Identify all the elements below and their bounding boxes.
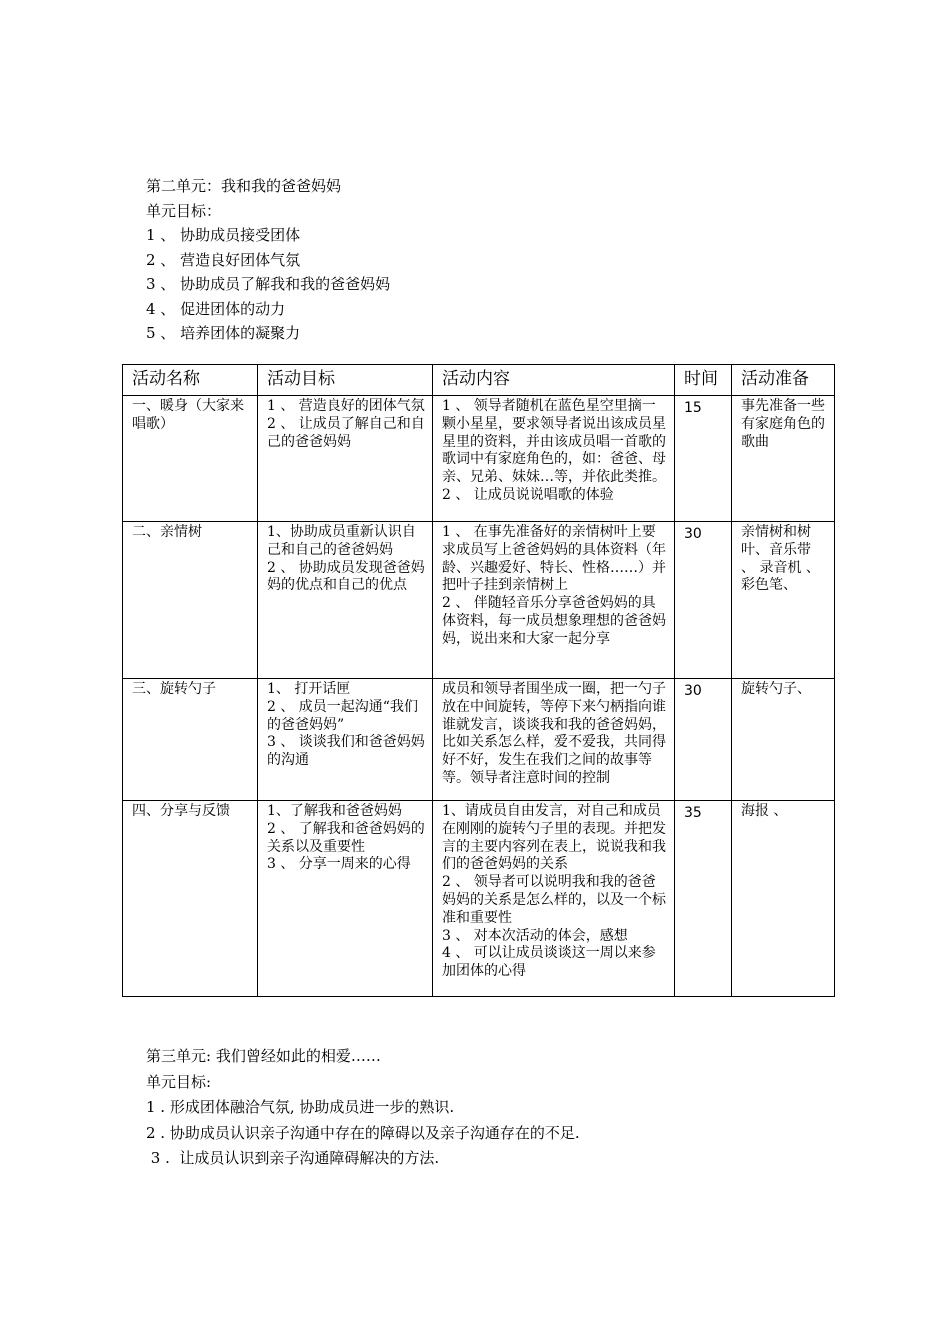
goal-line: 1、协助成员重新认识自己和自己的爸爸妈妈 <box>267 524 416 558</box>
activity-content-cell <box>433 522 675 679</box>
goal-line: 1、了解我和爸爸妈妈 <box>267 803 402 819</box>
activity-plan-table <box>122 364 835 997</box>
table-row <box>123 801 835 997</box>
preparation-cell: 亲情树和树叶、音乐带 、 录音机 、 彩色笔、 <box>732 522 835 679</box>
header-time: 时间 <box>675 365 732 396</box>
unit-two-goal: 4 、 促进团体的动力 <box>146 299 286 318</box>
goal-line: 3 、 分享一周来的心得 <box>267 856 411 873</box>
unit-three-title: 第三单元: 我们曾经如此的相爱…… <box>146 1047 381 1065</box>
goal-line: 1 、 营造良好的团体气氛 <box>267 398 425 414</box>
preparation-cell: 旋转勺子、 <box>732 679 835 801</box>
unit-three-section <box>146 1044 580 1172</box>
content-line: 成员和领导者围坐成一圈，把一勺子放在中间旋转，等停下来勺柄指向谁谁就发言，谈谈我和我的爸爸妈妈，比如关系怎么样，爱不爱我，共同得好不好，发生在我们之间的故事等等。领导者注意时间的控制 <box>442 681 666 786</box>
unit-two-goal: 2 、 营造良好团体气氛 <box>146 250 301 269</box>
activity-name-cell: 四、分享与反馈 <box>123 801 258 997</box>
table-row <box>123 396 835 522</box>
activity-goal-cell <box>258 522 433 679</box>
unit-two-goal-label: 单元目标： <box>146 201 222 220</box>
content-line: 2 、 让成员说说唱歌的体验 <box>442 486 614 503</box>
goal-line: 1、 打开话匣 <box>267 681 351 697</box>
unit-three-goal: 1 . 形成团体融洽气氛, 协助成员进一步的熟识. <box>146 1098 455 1116</box>
time-cell: 30 <box>675 522 732 679</box>
table-row <box>123 679 835 801</box>
unit-three-goal: 3 . 让成员认识到亲子沟通障碍解决的方法. <box>146 1149 440 1167</box>
unit-two-goal: 5 、 培养团体的凝聚力 <box>146 324 301 342</box>
goal-line: 2 、 协助成员发现爸爸妈妈的优点和自己的优点 <box>267 559 425 594</box>
unit-two-goal: 3 、 协助成员了解我和我的爸爸妈妈 <box>146 275 391 293</box>
activity-goal-cell <box>258 396 433 522</box>
time-cell: 30 <box>675 679 732 801</box>
table-row <box>123 522 835 679</box>
activity-name-cell: 三、旋转勺子 <box>123 679 258 801</box>
activity-name-cell: 一、暖身（大家来唱歌） <box>123 396 258 522</box>
activity-content-cell <box>433 801 675 997</box>
content-line: 1 、 领导者随机在蓝色星空里摘一颗小星星，要求领导者说出该成员星星里的资料，并由该成员唱一首歌的歌词中有家庭角色的，如：爸爸、母亲、兄弟、妹妹…等，并依此类推。 <box>442 398 666 486</box>
unit-two-title: 第二单元：我和我的爸爸妈妈 <box>146 177 342 195</box>
content-line: 3 、 对本次活动的体会，感想 <box>442 927 628 944</box>
unit-two-section <box>146 174 390 346</box>
preparation-cell: 海报 、 <box>732 801 835 997</box>
table-header-row <box>123 365 835 396</box>
header-activity-name: 活动名称 <box>123 365 258 396</box>
header-activity-content: 活动内容 <box>433 365 675 396</box>
header-preparation: 活动准备 <box>732 365 835 396</box>
preparation-cell: 事先准备一些有家庭角色的歌曲 <box>732 396 835 522</box>
content-line: 1、请成员自由发言，对自己和成员在刚刚的旋转勺子里的表现。并把发言的主要内容列在表上，说说我和我们的爸爸妈妈的关系 <box>442 803 666 873</box>
content-line: 2 、 伴随轻音乐分享爸爸妈妈的具体资料，每一成员想象理想的爸爸妈妈，说出来和大家一起分享 <box>442 595 666 647</box>
activity-name-cell: 二、亲情树 <box>123 522 258 679</box>
goal-line: 3 、 谈谈我们和爸爸妈妈的沟通 <box>267 734 425 769</box>
unit-three-goal: 2 . 协助成员认识亲子沟通中存在的障碍以及亲子沟通存在的不足. <box>146 1123 580 1142</box>
content-line: 4 、 可以让成员谈谈这一周以来参加团体的心得 <box>442 945 656 980</box>
activity-goal-cell <box>258 679 433 801</box>
goal-line: 2 、 成员一起沟通“我们的爸爸妈妈” <box>267 698 418 733</box>
time-cell: 35 <box>675 801 732 997</box>
header-activity-goal: 活动目标 <box>258 365 433 396</box>
goal-line: 2 、 了解我和爸爸妈妈的关系以及重要性 <box>267 820 425 855</box>
activity-content-cell <box>433 679 675 801</box>
activity-goal-cell <box>258 801 433 997</box>
unit-two-goal: 1 、 协助成员接受团体 <box>146 226 301 244</box>
content-line: 1 、 在事先准备好的亲情树叶上要求成员写上爸爸妈妈的具体资料（年龄、兴趣爱好、特长、性格……）并把叶子挂到亲情树上 <box>442 524 666 594</box>
activity-content-cell <box>433 396 675 522</box>
time-cell: 15 <box>675 396 732 522</box>
goal-line: 2 、 让成员了解自己和自己的爸爸妈妈 <box>267 415 425 450</box>
content-line: 2 、 领导者可以说明我和我的爸爸妈妈的关系是怎么样的，以及一个标准和重要性 <box>442 874 666 926</box>
unit-three-goal-label: 单元目标: <box>146 1072 212 1091</box>
